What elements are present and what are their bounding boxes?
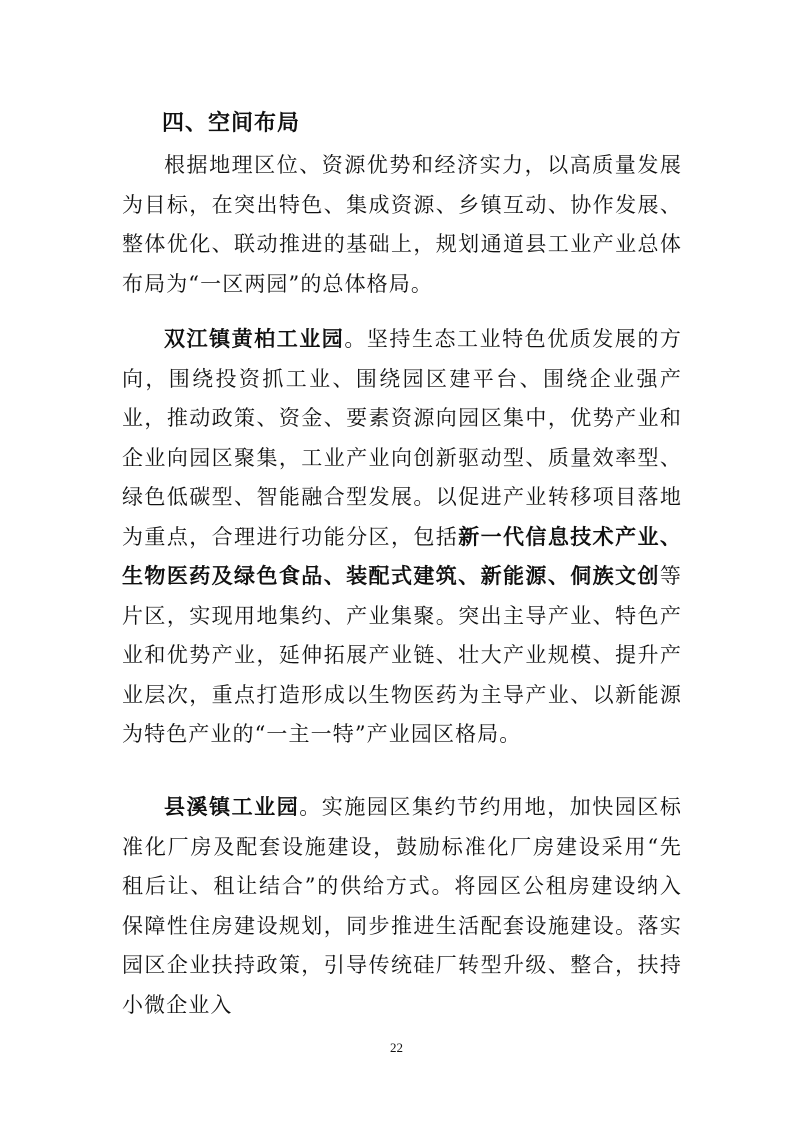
- section-heading: 四、空间布局: [162, 111, 301, 136]
- paragraph-shuangjiang: [122, 320, 682, 755]
- xianxi-text: 。实施园区集约节约用地，加快园区标准化厂房及配套设施建设，鼓励标准化厂房建设采用“先租后让、租让结合”的供给方式。将园区公租房建设纳入保障性住房建设规划，同步推进生活配套设施建设。落实园区企业扶持政策，引导传统硅厂转型升级、整合，扶持小微企业入: [122, 795, 682, 1017]
- paragraph-intro-text: 根据地理区位、资源优势和经济实力，以高质量发展为目标，在突出特色、集成资源、乡镇互动、协作发展、整体优化、联动推进的基础上，规划通道县工业产业总体布局为“一区两园”的总体格局。: [122, 153, 682, 296]
- paragraph-xianxi: [122, 788, 682, 1025]
- paragraph-intro: [122, 146, 682, 304]
- shuangjiang-park-title: 双江镇黄柏工业园: [164, 327, 345, 351]
- page-number: 22: [390, 1040, 403, 1055]
- xianxi-park-title: 县溪镇工业园: [164, 795, 300, 819]
- shuangjiang-text-b: 等片区，实现用地集约、产业集聚。突出主导产业、特色产业和优势产业，延伸拓展产业链、壮大产业规模、提升产业层次，重点打造形成以生物医药为主导产业、以新能源为特色产业的“一主一特”产业园区格局。: [122, 564, 682, 746]
- shuangjiang-text-a: 。坚持生态工业特色优质发展的方向，围绕投资抓工业、围绕园区建平台、围绕企业强产业，推动政策、资金、要素资源向园区集中，优势产业和企业向园区聚集，工业产业向创新驱动型、质量效率型、绿色低碳型、智能融合型发展。以促进产业转移项目落地为重点，合理进行功能分区，包括: [122, 327, 682, 549]
- shuangjiang-sectors: 新一代信息技术产业、生物医药及绿色食品、装配式建筑、新能源、侗族文创: [122, 524, 682, 588]
